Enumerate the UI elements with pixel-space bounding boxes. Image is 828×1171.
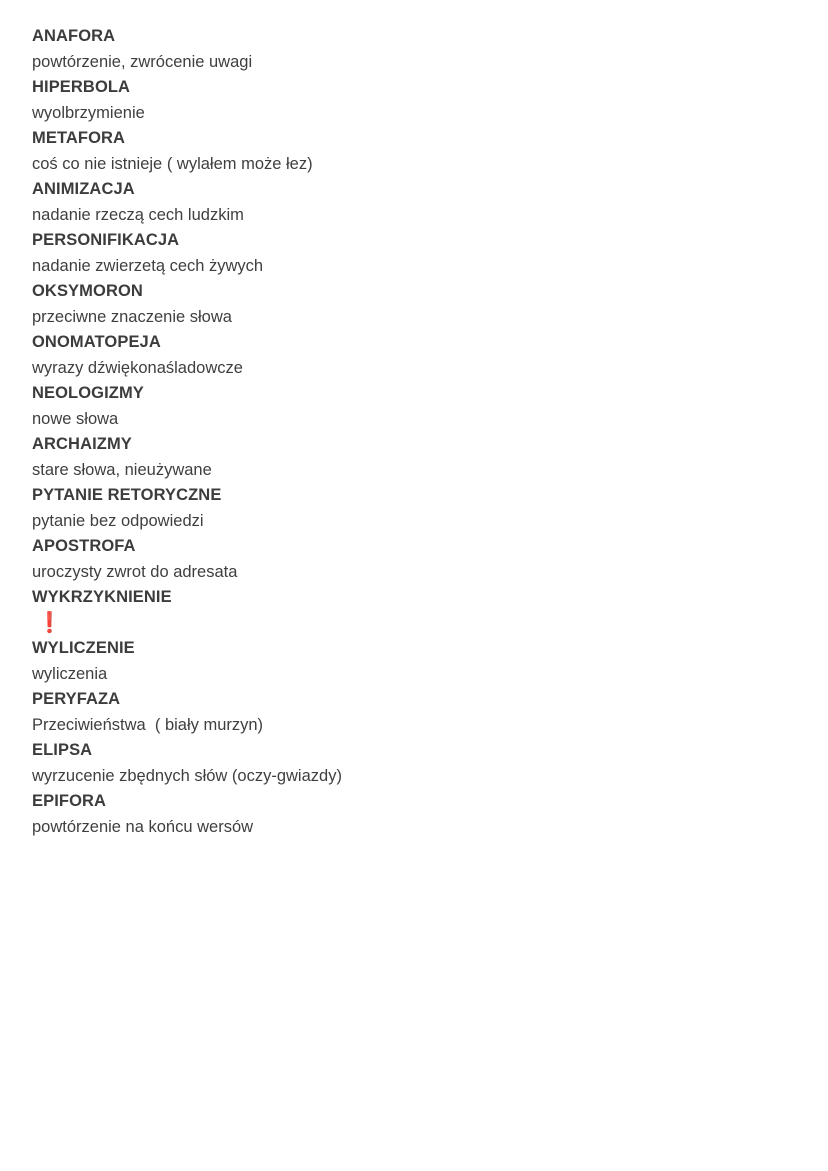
term: ANIMIZACJA (32, 180, 135, 198)
term: METAFORA (32, 129, 126, 147)
entry-wykrzyknienie (32, 585, 792, 636)
definition: powtórzenie, zwrócenie uwagi (32, 52, 253, 71)
term: WYKRZYKNIENIE (32, 588, 172, 606)
term: WYLICZENIE (32, 639, 135, 657)
term: ANAFORA (32, 27, 116, 45)
document (32, 24, 792, 840)
entry-oksymoron (32, 279, 792, 330)
term: PERSONIFIKACJA (32, 231, 180, 249)
entry-anafora (32, 24, 792, 75)
definition: przeciwne znaczenie słowa (32, 307, 232, 326)
term: OKSYMORON (32, 282, 143, 300)
term: APOSTROFA (32, 537, 136, 555)
exclamation-icon: ❗ (37, 611, 62, 634)
definition: coś co nie istnieje ( wylałem może łez) (32, 154, 313, 173)
entry-metafora (32, 126, 792, 177)
term: PYTANIE RETORYCZNE (32, 486, 222, 504)
definition: wyolbrzymienie (32, 103, 145, 122)
definition: Przeciwieństwa ( biały murzyn) (32, 715, 264, 734)
term: NEOLOGIZMY (32, 384, 144, 402)
entry-elipsa (32, 738, 792, 789)
term: HIPERBOLA (32, 78, 131, 96)
entry-animizacja (32, 177, 792, 228)
definition: pytanie bez odpowiedzi (32, 511, 204, 530)
entry-personifikacja (32, 228, 792, 279)
definition: stare słowa, nieużywane (32, 460, 212, 479)
term: PERYFAZA (32, 690, 121, 708)
term: ONOMATOPEJA (32, 333, 161, 351)
entry-neologizmy (32, 381, 792, 432)
term: EPIFORA (32, 792, 107, 810)
entry-onomatopeja (32, 330, 792, 381)
entry-archaizmy (32, 432, 792, 483)
entry-hiperbola (32, 75, 792, 126)
definition: wyrzucenie zbędnych słów (oczy-gwiazdy) (32, 766, 342, 785)
entry-epifora (32, 789, 792, 840)
definition: uroczysty zwrot do adresata (32, 562, 238, 581)
entry-peryfaza (32, 687, 792, 738)
definition: nowe słowa (32, 409, 119, 428)
definition: wyrazy dźwiękonaśladowcze (32, 358, 243, 377)
entry-wyliczenie (32, 636, 792, 687)
definition: powtórzenie na końcu wersów (32, 817, 254, 836)
term: ARCHAIZMY (32, 435, 132, 453)
term: ELIPSA (32, 741, 93, 759)
definition: nadanie rzeczą cech ludzkim (32, 205, 244, 224)
definition: nadanie zwierzetą cech żywych (32, 256, 264, 275)
definition: wyliczenia (32, 664, 108, 683)
entry-pytanie-retoryczne (32, 483, 792, 534)
entry-apostrofa (32, 534, 792, 585)
